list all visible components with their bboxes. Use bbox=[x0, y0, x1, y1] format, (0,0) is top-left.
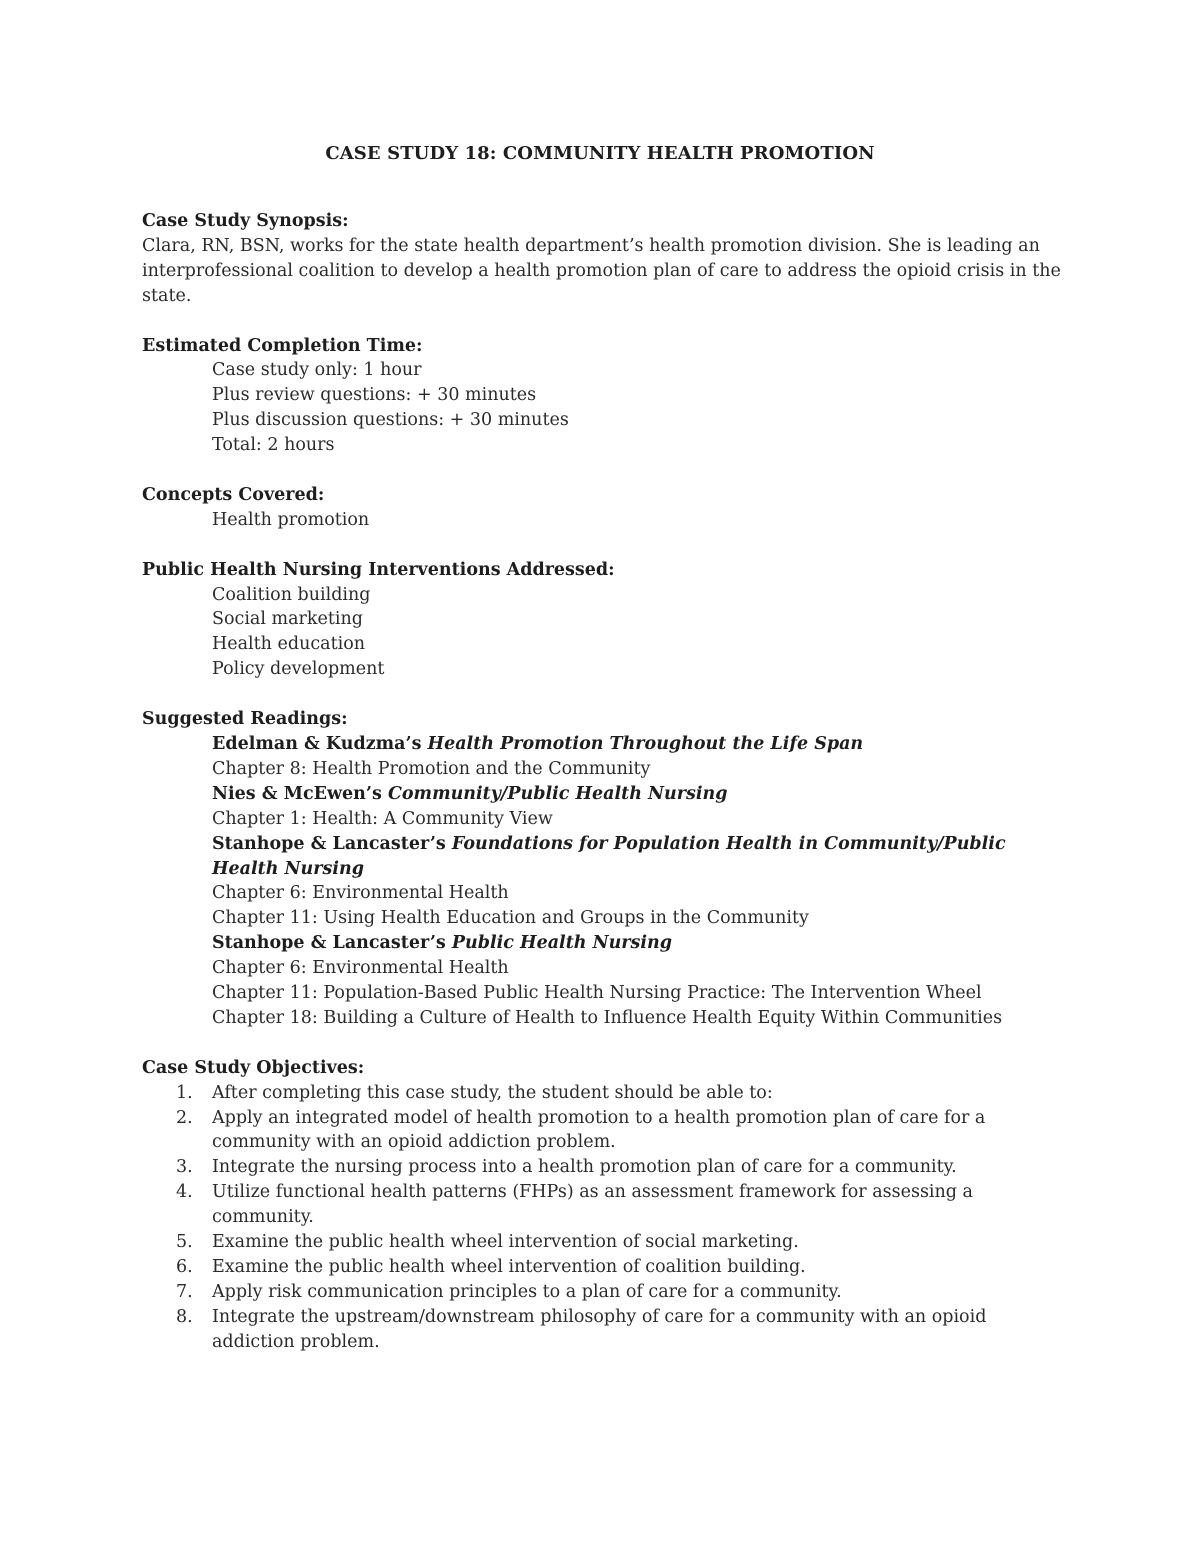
completion-time-heading: Estimated Completion Time: bbox=[142, 335, 423, 356]
reading-chapter: Chapter 6: Environmental Health bbox=[212, 958, 509, 979]
reading-book bbox=[212, 832, 1062, 882]
document-title: CASE STUDY 18: COMMUNITY HEALTH PROMOTION bbox=[325, 143, 875, 164]
readings-heading: Suggested Readings: bbox=[142, 709, 348, 730]
reading-book bbox=[212, 931, 1062, 956]
objectives-heading: Case Study Objectives: bbox=[142, 1057, 365, 1078]
completion-time-item: Case study only: 1 hour bbox=[212, 360, 422, 381]
objective-item bbox=[142, 1230, 1062, 1255]
objective-number: 7. bbox=[176, 1281, 193, 1302]
objective-text: After completing this case study, the student should be able to: bbox=[212, 1082, 773, 1103]
completion-time-item: Plus discussion questions: + 30 minutes bbox=[212, 410, 569, 431]
reading-book bbox=[212, 732, 1062, 757]
completion-time-item: Plus review questions: + 30 minutes bbox=[212, 385, 537, 406]
document-body bbox=[142, 209, 1062, 1355]
reading-author: Stanhope & Lancaster’s bbox=[212, 933, 452, 954]
objective-item bbox=[142, 1280, 1062, 1305]
intervention-item: Coalition building bbox=[212, 584, 371, 605]
reading-chapter: Chapter 1: Health: A Community View bbox=[212, 808, 553, 829]
reading-book-title: Health Promotion Throughout the Life Span bbox=[427, 733, 864, 754]
objective-item bbox=[142, 1081, 1062, 1106]
concept-item: Health promotion bbox=[212, 509, 370, 530]
reading-book bbox=[212, 782, 1062, 807]
objective-number: 4. bbox=[176, 1182, 193, 1203]
concepts-heading: Concepts Covered: bbox=[142, 484, 325, 505]
reading-chapter: Chapter 6: Environmental Health bbox=[212, 883, 509, 904]
objective-text: Examine the public health wheel intervention of coalition building. bbox=[212, 1256, 806, 1277]
objective-item bbox=[142, 1305, 1062, 1355]
reading-author: Nies & McEwen’s bbox=[212, 783, 388, 804]
objective-text: Examine the public health wheel intervention of social marketing. bbox=[212, 1232, 799, 1253]
completion-time-list bbox=[142, 358, 1062, 458]
objective-number: 6. bbox=[176, 1256, 193, 1277]
objective-text: Apply an integrated model of health promotion to a health promotion plan of care for a community with an opioid addiction problem. bbox=[212, 1107, 986, 1153]
reading-author: Stanhope & Lancaster’s bbox=[212, 833, 452, 854]
reading-book-title: Public Health Nursing bbox=[451, 933, 672, 954]
intervention-item: Policy development bbox=[212, 659, 385, 680]
objective-number: 8. bbox=[176, 1306, 193, 1327]
objectives-list bbox=[142, 1081, 1062, 1355]
reading-author: Edelman & Kudzma’s bbox=[212, 733, 428, 754]
intervention-item: Social marketing bbox=[212, 609, 363, 630]
objective-number: 5. bbox=[176, 1232, 193, 1253]
objective-text: Utilize functional health patterns (FHPs) as an assessment framework for assessing a community. bbox=[212, 1182, 973, 1228]
synopsis-heading: Case Study Synopsis: bbox=[142, 211, 349, 231]
reading-chapter: Chapter 18: Building a Culture of Health to Influence Health Equity Within Communities bbox=[212, 1007, 1003, 1028]
objective-text: Integrate the nursing process into a health promotion plan of care for a community. bbox=[212, 1157, 957, 1178]
interventions-heading: Public Health Nursing Interventions Addressed: bbox=[142, 559, 615, 580]
concepts-list bbox=[142, 508, 1062, 533]
reading-chapter: Chapter 8: Health Promotion and the Community bbox=[212, 758, 651, 779]
reading-chapter: Chapter 11: Population-Based Public Health Nursing Practice: The Intervention Wheel bbox=[212, 983, 982, 1004]
objective-text: Apply risk communication principles to a plan of care for a community. bbox=[212, 1281, 842, 1302]
objective-number: 2. bbox=[176, 1107, 193, 1128]
synopsis-text: Clara, RN, BSN, works for the state health department’s health promotion division. She is leading an interprofessional coalition to develop a health promotion plan of care to address the opioid crisis in the state. bbox=[142, 235, 1061, 306]
interventions-list bbox=[142, 583, 1062, 683]
objective-number: 1. bbox=[176, 1082, 193, 1103]
reading-book-title: Community/Public Health Nursing bbox=[387, 783, 728, 804]
objective-item bbox=[142, 1180, 1062, 1230]
reading-book-title: Foundations for Population Health in Community/Public Health Nursing bbox=[212, 833, 1006, 879]
reading-chapter: Chapter 11: Using Health Education and Groups in the Community bbox=[212, 908, 809, 929]
objective-text: Integrate the upstream/downstream philosophy of care for a community with an opioid addiction problem. bbox=[212, 1306, 987, 1352]
objective-number: 3. bbox=[176, 1157, 193, 1178]
objective-item bbox=[142, 1255, 1062, 1280]
intervention-item: Health education bbox=[212, 634, 366, 655]
readings-list bbox=[142, 732, 1062, 1031]
completion-time-item: Total: 2 hours bbox=[212, 435, 335, 456]
objective-item bbox=[142, 1106, 1062, 1156]
objective-item bbox=[142, 1155, 1062, 1180]
